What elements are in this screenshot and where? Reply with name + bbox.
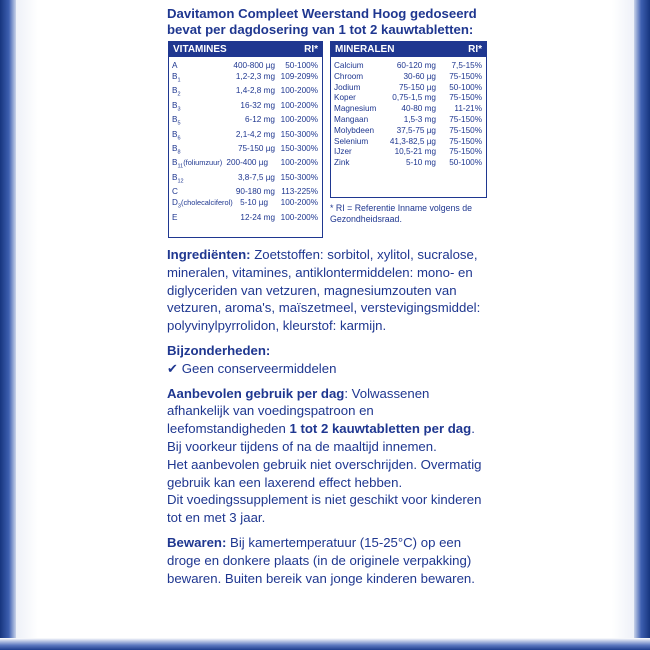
vitamin-ri: 100-200%	[280, 115, 318, 125]
minerals-ri-header: RI*	[468, 44, 482, 55]
mineral-name: Zink	[334, 158, 350, 168]
vitamin-row	[172, 173, 320, 187]
vitamin-extra: (foliumzuur)	[183, 158, 223, 168]
usage-dose: 1 tot 2 kauwtabletten per dag	[289, 421, 472, 437]
vitamin-amount: 400-800 µg	[233, 61, 275, 70]
mineral-row	[334, 137, 484, 148]
mineral-name: Koper	[334, 93, 356, 103]
mineral-amount: 40-80 mg	[401, 104, 436, 114]
vitamin-name	[172, 61, 217, 72]
vitamin-row	[172, 144, 320, 158]
vitamin-ri: 100-200%	[280, 100, 318, 110]
label-content	[167, 6, 487, 587]
mineral-ri: 75-150%	[449, 136, 482, 146]
vitamin-name	[172, 187, 217, 198]
mineral-ri: 75-150%	[449, 125, 482, 135]
vitamin-letter: A	[172, 61, 178, 70]
mineral-amount: 0,75-1,5 mg	[392, 93, 436, 103]
mineral-name: Molybdeen	[334, 125, 375, 135]
vitamin-row	[172, 187, 320, 198]
package-edge-left-highlight	[16, 0, 38, 650]
mineral-amount: 10,5-21 mg	[394, 147, 436, 157]
storage-label: Bewaren:	[167, 534, 227, 550]
mineral-row	[334, 147, 484, 158]
particulars-label: Bijzonderheden:	[167, 342, 271, 358]
title-line-2: bevat per dagdosering van 1 tot 2 kauwtabletten:	[167, 22, 474, 37]
vitamin-row	[172, 72, 320, 86]
mineral-name: IJzer	[334, 147, 352, 157]
vitamin-letter: B	[172, 86, 178, 96]
vitamin-amount: 2,1-4,2 mg	[235, 129, 275, 139]
vitamin-name	[172, 198, 233, 212]
usage-label: Aanbevolen gebruik per dag	[167, 385, 345, 401]
vitamin-subscript: 1	[177, 77, 181, 84]
vitamin-subscript: 11	[177, 164, 184, 171]
vitamins-rows	[169, 57, 322, 223]
vitamin-letter: B	[172, 71, 178, 81]
vitamin-name	[172, 173, 217, 187]
package-edge-right	[634, 0, 650, 650]
vitamin-extra: (cholecalciferol)	[180, 198, 233, 208]
vitamin-name	[172, 72, 217, 86]
mineral-name: Magnesium	[334, 104, 377, 114]
vitamin-name	[172, 101, 217, 115]
package-edge-left	[0, 0, 16, 650]
mineral-ri: 75-150%	[449, 71, 482, 81]
vitamin-ri: 100-200%	[280, 86, 318, 96]
vitamin-ri: 100-200%	[280, 158, 318, 168]
mineral-name: Calcium	[334, 61, 364, 70]
mineral-row	[334, 72, 484, 83]
vitamin-name	[172, 144, 217, 158]
usage-line-3: Dit voedingssupplement is niet geschikt voor kinderen tot en met 3 jaar.	[167, 492, 482, 526]
usage-paragraph	[167, 385, 487, 527]
vitamin-name	[172, 86, 217, 100]
mineral-amount: 30-60 µg	[403, 71, 436, 81]
checkmark-icon: ✔	[167, 360, 179, 376]
vitamin-subscript: 8	[177, 149, 181, 156]
mineral-row	[334, 104, 484, 115]
usage-text-1: : Volwassenen afhankelijk van voedingspatroon en leefomstandigheden	[167, 385, 430, 437]
vitamin-ri: 113-225%	[281, 187, 318, 197]
vitamin-subscript: 2	[177, 91, 181, 98]
particulars-item: Geen conserveermiddelen	[181, 360, 337, 376]
ingredients-text: Zoetstoffen: sorbitol, xylitol, sucralose, mineralen, vitamines, antiklontermiddelen: mono- en diglyceriden van vetzuren, magnesiumzouten van vetzuren, aroma's, maïszetmeel, verstevigingsmiddel: polyvinylpyrrolidon, kleurstof: karmijn.	[167, 247, 481, 334]
mineral-name: Mangaan	[334, 114, 369, 124]
usage-line-1: Bij voorkeur tijdens of na de maaltijd innemen.	[167, 438, 437, 454]
ingredients-paragraph	[167, 246, 487, 335]
mineral-amount: 5-10 mg	[405, 158, 436, 168]
vitamin-subscript: 3	[177, 203, 181, 210]
title-line-1: Davitamon Compleet Weerstand Hoog gedoseerd	[167, 6, 477, 21]
vitamin-row	[172, 115, 320, 129]
vitamin-letter: B	[172, 158, 178, 168]
ingredients-label: Ingrediënten:	[167, 247, 251, 262]
package-bottom-band	[0, 638, 650, 650]
minerals-table-header	[331, 42, 486, 57]
vitamin-amount: 1,4-2,8 mg	[235, 86, 275, 96]
mineral-ri: 50-100%	[449, 82, 482, 92]
vitamin-name	[172, 158, 222, 172]
mineral-row	[334, 93, 484, 104]
vitamin-letter: D	[172, 198, 178, 208]
vitamin-amount: 3,8-7,5 µg	[237, 172, 275, 182]
vitamin-row	[172, 86, 320, 100]
minerals-rows	[331, 57, 486, 169]
vitamin-ri: 50-100%	[285, 61, 318, 70]
mineral-name: Jodium	[334, 82, 361, 92]
vitamin-row	[172, 130, 320, 144]
vitamin-ri: 150-300%	[280, 143, 318, 153]
vitamins-table	[168, 41, 323, 238]
mineral-name: Selenium	[334, 136, 369, 146]
mineral-row	[334, 126, 484, 137]
vitamin-row	[172, 158, 320, 172]
vitamins-header-label: VITAMINES	[173, 44, 227, 55]
vitamin-letter: B	[172, 100, 178, 110]
vitamin-amount: 90-180 mg	[235, 187, 275, 197]
mineral-row	[334, 115, 484, 126]
vitamin-ri: 150-300%	[280, 129, 318, 139]
package-edge-right-highlight	[612, 0, 634, 650]
label-title	[167, 6, 487, 38]
vitamin-amount: 12-24 mg	[240, 212, 275, 222]
mineral-ri: 75-150%	[449, 147, 482, 157]
vitamin-ri: 150-300%	[280, 172, 318, 182]
vitamin-amount: 200-400 µg	[226, 158, 268, 168]
vitamin-subscript: 12	[177, 178, 184, 185]
mineral-row	[334, 83, 484, 94]
vitamin-name	[172, 213, 217, 224]
minerals-table	[330, 41, 487, 198]
vitamin-ri: 100-200%	[280, 198, 318, 208]
vitamin-amount: 5-10 µg	[240, 198, 268, 208]
mineral-row	[334, 158, 484, 169]
nutrition-tables	[167, 41, 487, 246]
vitamin-subscript: 6	[177, 135, 181, 142]
mineral-ri: 50-100%	[449, 158, 482, 168]
vitamin-row	[172, 101, 320, 115]
mineral-name: Chroom	[334, 71, 364, 81]
mineral-amount: 37,5-75 µg	[396, 125, 436, 135]
mineral-ri: 75-150%	[449, 93, 482, 103]
mineral-amount: 75-150 µg	[398, 82, 436, 92]
vitamin-ri: 100-200%	[280, 212, 318, 222]
vitamin-amount: 75-150 µg	[237, 143, 275, 153]
vitamin-amount: 16-32 mg	[240, 100, 275, 110]
mineral-ri: 11-21%	[454, 104, 482, 114]
storage-paragraph	[167, 534, 487, 587]
vitamin-row	[172, 198, 320, 212]
vitamin-ri: 109-209%	[280, 71, 318, 81]
vitamins-ri-header: RI*	[304, 44, 318, 55]
usage-line-2: Het aanbevolen gebruik niet overschrijden. Overmatig gebruik kan een laxerend effect hebben.	[167, 456, 482, 490]
ri-footnote: * RI = Referentie Inname volgens de Gezondheidsraad.	[330, 203, 473, 224]
vitamin-name	[172, 115, 217, 129]
storage-text: Bij kamertemperatuur (15-25°C) op een droge en donkere plaats (in de originele verpakking) bewaren. Buiten bereik van jonge kinderen bewaren.	[167, 534, 475, 586]
vitamin-row	[172, 61, 320, 72]
vitamin-name	[172, 130, 217, 144]
particulars-paragraph	[167, 342, 487, 378]
vitamin-subscript: 3	[177, 106, 181, 113]
vitamin-amount: 6-12 mg	[244, 115, 275, 125]
mineral-ri: 7,5-15%	[451, 61, 482, 70]
vitamin-letter: B	[172, 143, 178, 153]
minerals-header-label: MINERALEN	[335, 44, 395, 55]
vitamin-letter: B	[172, 129, 178, 139]
usage-text-2: .	[471, 421, 475, 437]
mineral-amount: 1,5-3 mg	[403, 114, 436, 124]
mineral-row	[334, 61, 484, 72]
vitamin-letter: E	[172, 212, 178, 222]
vitamin-row	[172, 213, 320, 224]
mineral-amount: 60-120 mg	[396, 61, 436, 70]
vitamin-letter: C	[172, 187, 178, 197]
vitamin-letter: B	[172, 115, 178, 125]
vitamins-table-header	[169, 42, 322, 57]
mineral-amount: 41,3-82,5 µg	[389, 136, 436, 146]
vitamin-subscript: 5	[177, 120, 181, 127]
vitamin-amount: 1,2-2,3 mg	[235, 71, 275, 81]
mineral-ri: 75-150%	[449, 114, 482, 124]
vitamin-letter: B	[172, 172, 178, 182]
